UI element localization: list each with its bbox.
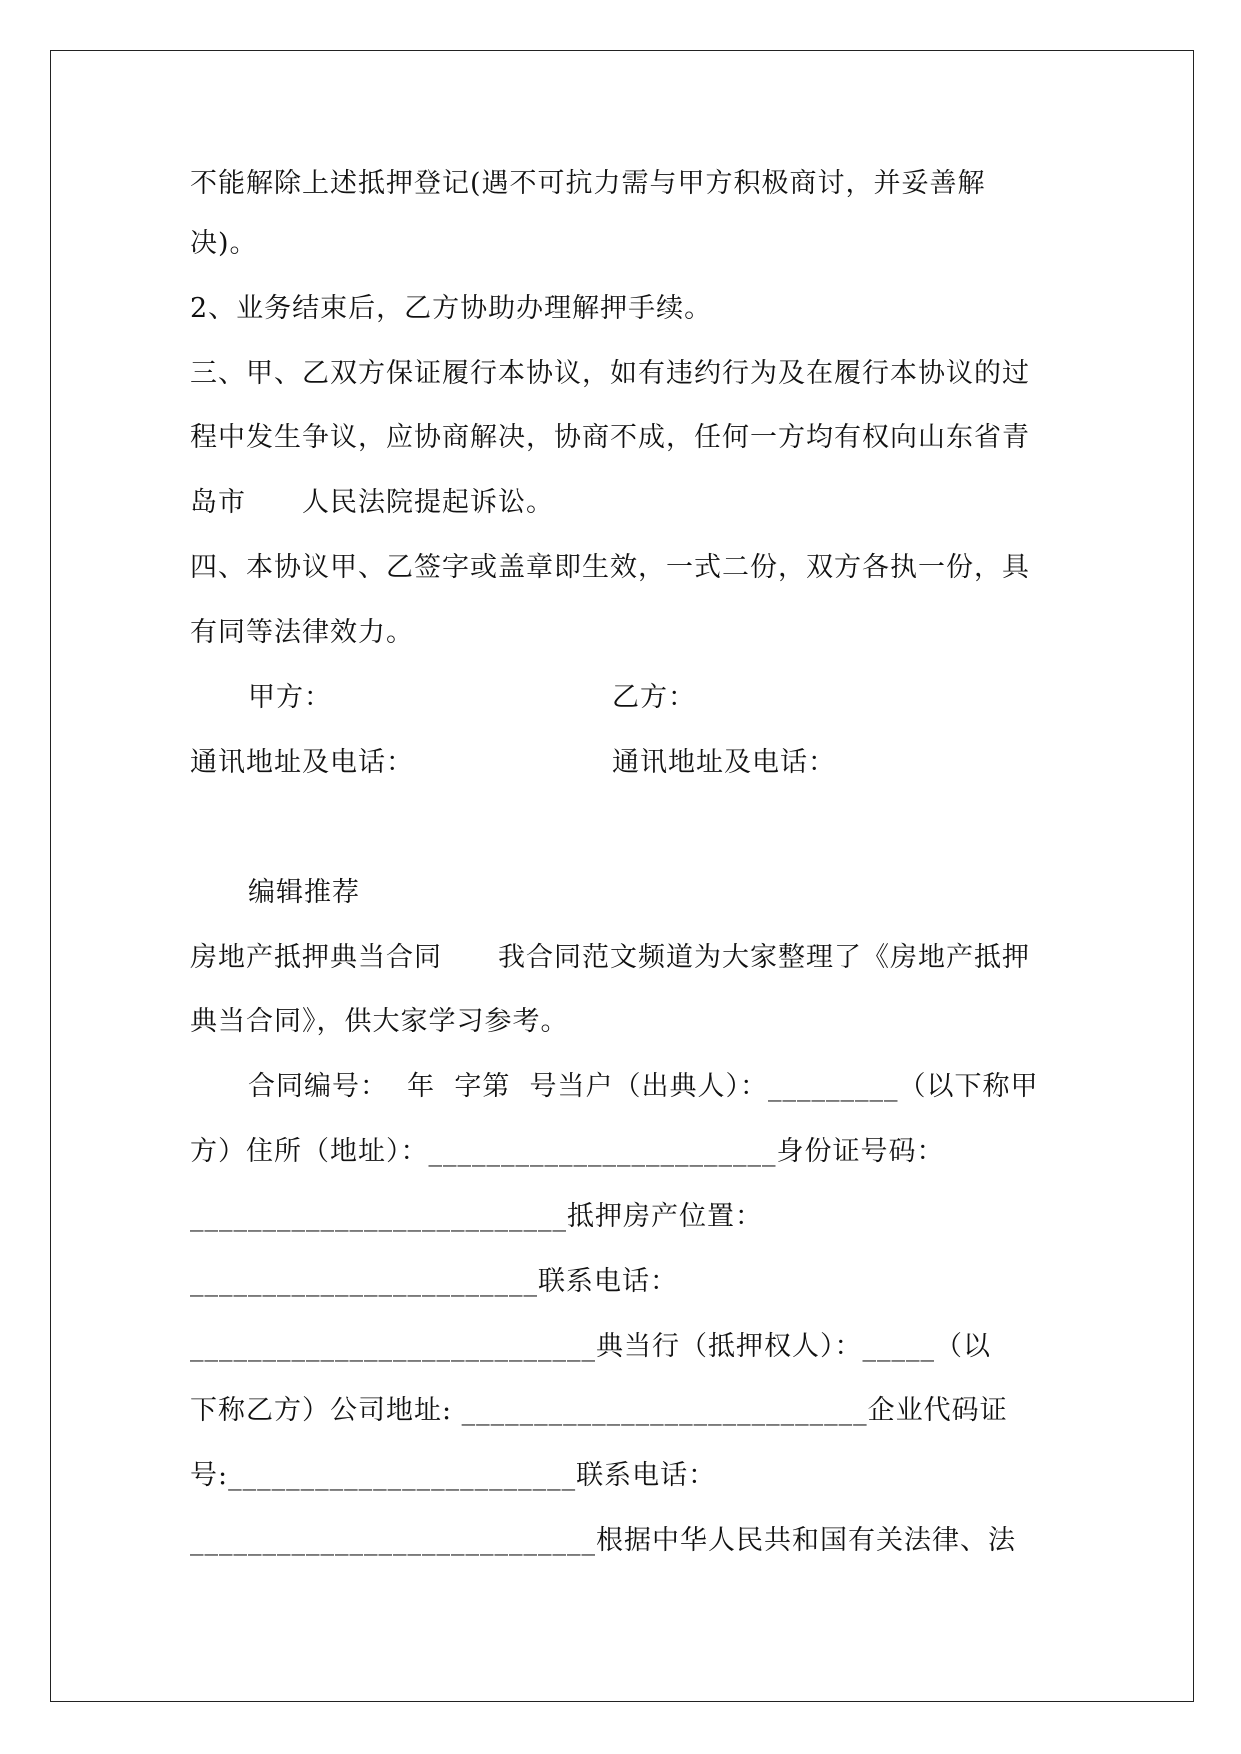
recommend-line: 合同编号： 年 字第 号当户（出典人）：_________（以下称甲 xyxy=(248,1071,1039,1102)
recommend-line: __________________________抵押房产位置： xyxy=(190,1201,763,1232)
recommend-line: 下称乙方）公司地址: ____________________________企业代码证 xyxy=(190,1395,1008,1426)
paragraph-line: 四、本协议甲、乙签字或盖章即生效，一式二份，双方各执一份，具 xyxy=(190,552,1030,583)
paragraph-line: 三、甲、乙双方保证履行本协议，如有违约行为及在履行本协议的过 xyxy=(190,358,1030,389)
recommend-line: ________________________联系电话： xyxy=(190,1266,678,1297)
recommend-line: ____________________________根据中华人民共和国有关法律、法 xyxy=(190,1525,1016,1556)
paragraph-line: 2、业务结束后，乙方协助办理解押手续。 xyxy=(190,293,713,324)
recommend-line: 号:________________________联系电话： xyxy=(190,1460,717,1491)
party-a-address-label: 通讯地址及电话： xyxy=(190,747,414,778)
recommend-line: 典当合同》，供大家学习参考。 xyxy=(190,1006,569,1037)
party-b-label: 乙方： xyxy=(612,682,696,713)
party-b-address-label: 通讯地址及电话： xyxy=(612,747,836,778)
paragraph-line: 决)。 xyxy=(190,228,258,259)
recommend-line: 方）住所（地址）：________________________身份证号码： xyxy=(190,1136,945,1167)
recommend-line: ____________________________典当行（抵押权人）：_____（以 xyxy=(190,1331,991,1362)
recommend-line: 房地产抵押典当合同 我合同范文频道为大家整理了《房地产抵押 xyxy=(190,942,1030,973)
paragraph-line: 程中发生争议，应协商解决，协商不成，任何一方均有权向山东省青 xyxy=(190,422,1030,453)
paragraph-line: 岛市 人民法院提起诉讼。 xyxy=(190,487,554,518)
paragraph-line: 有同等法律效力。 xyxy=(190,617,414,648)
recommend-heading: 编辑推荐 xyxy=(248,877,360,908)
paragraph-line: 不能解除上述抵押登记(遇不可抗力需与甲方积极商讨，并妥善解 xyxy=(190,168,986,199)
party-a-label: 甲方： xyxy=(248,682,332,713)
